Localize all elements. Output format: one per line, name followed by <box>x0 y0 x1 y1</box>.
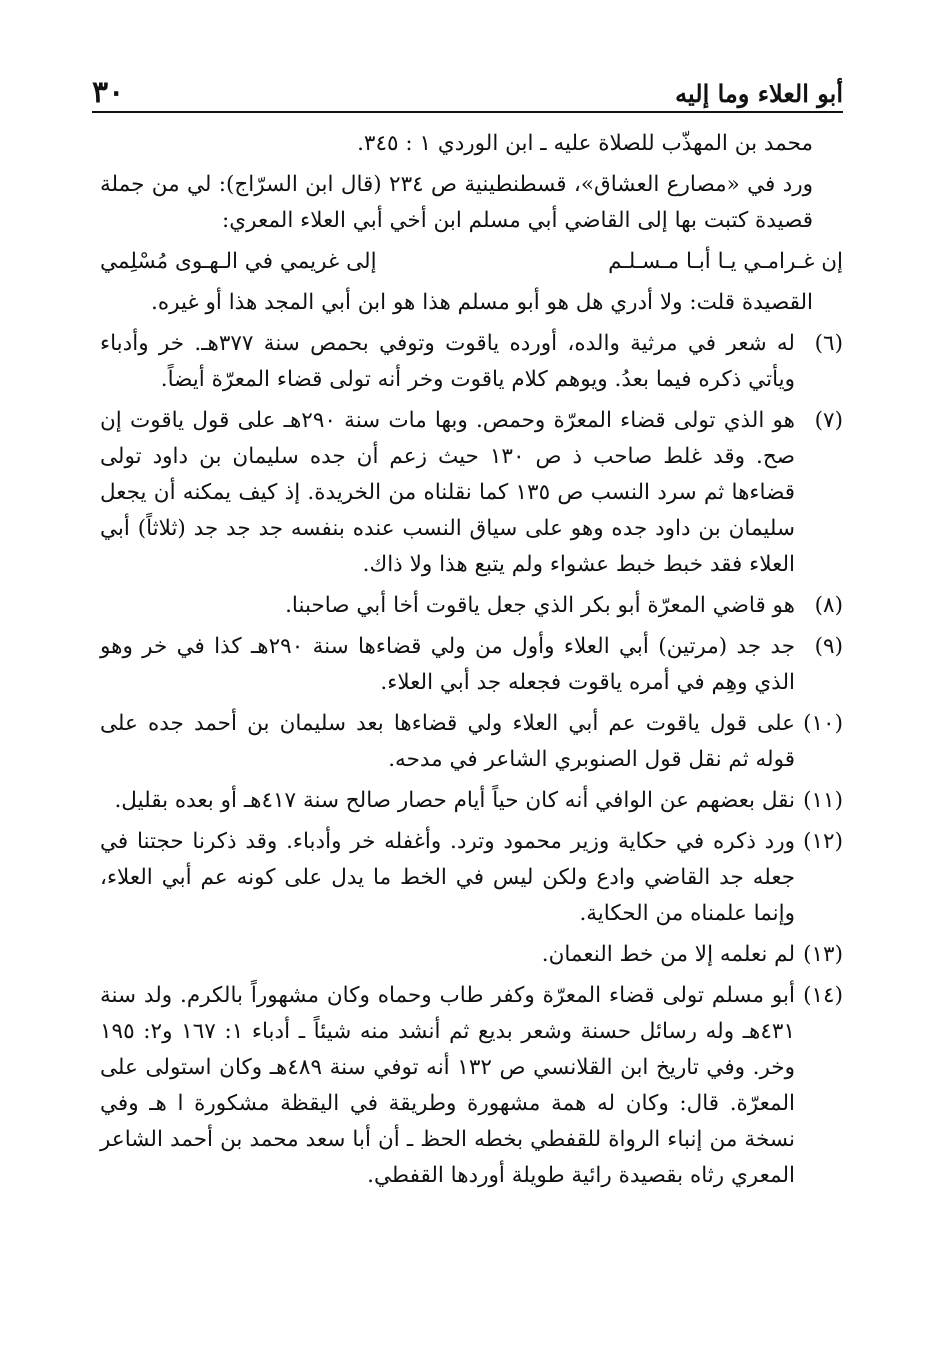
intro-line: محمد بن المهذّب للصلاة عليه ـ ابن الوردي ١ : ٣٤٥. <box>357 131 813 156</box>
footnote-number: (٩) <box>814 634 843 659</box>
footnote-6 <box>100 326 843 398</box>
comment-paragraph: القصيدة قلت: ولا أدري هل هو أبو مسلم هذا هو ابن أبي المجد هذا أو غيره. <box>150 290 813 315</box>
footnote-text: نقل بعضهم عن الوافي أنه كان حياً أيام حصار صالح سنة ٤١٧هـ أو بعده بقليل. <box>114 788 795 813</box>
footnote-number: (١٠) <box>803 711 843 736</box>
footnote-text: على قول ياقوت عم أبي العلاء ولي قضاءها بعد سليمان بن أحمد جده على قوله ثم نقل قول الصنوبري الشاعر في مدحه. <box>100 711 795 772</box>
footnote-text: أبو مسلم تولى قضاء المعرّة وكفر طاب وحماه وكان مشهوراً بالكرم. ولد سنة ٤٣١هـ وله رسائل حسنة وشعر بديع ثم أنشد منه شيئاً ـ أدباء ١: ١٦٧ و٢: ١٩٥ وخر. وفي تاريخ ابن القلانسي ص ١٣٢ أنه توفي سنة ٤٨٩هـ وكان استولى على المعرّة. قال: وكان له همة مشهورة وطريقة في اليقظة مشكورة ا هـ وفي نسخة من إنباء الرواة للقفطي بخطه الحظ ـ أن أبا سعد محمد بن أحمد الشاعر المعري رثاه بقصيدة رائية طويلة أوردها القفطي. <box>100 983 796 1188</box>
footnote-number: (١٤) <box>803 983 843 1008</box>
footnote-10 <box>100 706 843 778</box>
footnote-11 <box>100 783 843 819</box>
footnote-number: (٦) <box>814 331 843 356</box>
running-head <box>92 68 843 108</box>
footnote-number: (١١) <box>803 788 843 813</box>
page-number: ٣٠ <box>92 75 125 110</box>
footnote-7 <box>100 403 843 583</box>
footnote-13 <box>100 937 843 973</box>
footnote-text: هو قاضي المعرّة أبو بكر الذي جعل ياقوت أخا أبي صاحبنا. <box>285 593 795 618</box>
page-body <box>100 126 843 1199</box>
footnote-14 <box>100 978 843 1194</box>
footnote-8 <box>100 588 843 624</box>
running-title: أبو العلاء وما إليه <box>675 79 843 108</box>
footnote-text: ورد ذكره في حكاية وزير محمود وترد. وأغفله خر وأدباء. وقد ذكرنا حجتنا في جعله جد القاضي وادع ولكن ليس في الخط ما يدل على كونه عم أبي العلاء، وإنما علمناه من الحكاية. <box>100 829 795 926</box>
footnote-number: (١٢) <box>803 829 843 854</box>
footnote-number: (١٣) <box>803 942 843 967</box>
verse-line <box>100 244 843 280</box>
footnote-text: لم نعلمه إلا من خط النعمان. <box>541 942 795 967</box>
footnote-number: (٨) <box>814 593 843 618</box>
footnote-number: (٧) <box>814 408 843 433</box>
verse-first-hemistich: إن غـرامـي يـا أبـا مـسـلـم <box>608 249 843 274</box>
footnote-9 <box>100 629 843 701</box>
footnote-text: جد جد (مرتين) أبي العلاء وأول من ولي قضاءها سنة ٢٩٠هـ كذا في خر وهو الذي وهِم في أمره ياقوت فجعله جد أبي العلاء. <box>100 634 795 695</box>
header-rule <box>92 111 843 113</box>
verse-second-hemistich: إلى غريمي في الـهـوى مُسْلِمي <box>100 249 377 274</box>
footnote-text: له شعر في مرثية والده، أورده ياقوت وتوفي بحمص سنة ٣٧٧هـ. خر وأدباء ويأتي ذكره فيما بعدُ. ويوهم كلام ياقوت وخر أنه تولى قضاء المعرّة أيضاً. <box>100 331 795 392</box>
footnote-text: هو الذي تولى قضاء المعرّة وحمص. وبها مات سنة ٢٩٠هـ على قول ياقوت إن صح. وقد غلط صاحب ذ ص ١٣٠ حيث زعم أن جده سليمان بن داود تولى قضاءها ثم سرد النسب ص ١٣٥ كما نقلناه من الخريدة. إذ كيف يمكنه أن يجعل سليمان بن داود جده وهو على سياق النسب عنده بنفسه جد جد جد (ثلاثاً) أبي العلاء فقد خبط خبط عشواء ولم يتبع هذا ولا ذاك. <box>100 408 795 577</box>
footnote-12 <box>100 824 843 932</box>
source-paragraph: ورد في «مصارع العشاق»، قسطنطينية ص ٢٣٤ (قال ابن السرّاج): لي من جملة قصيدة كتبت بها إلى القاضي أبي مسلم ابن أخي أبي العلاء المعري: <box>100 172 813 233</box>
